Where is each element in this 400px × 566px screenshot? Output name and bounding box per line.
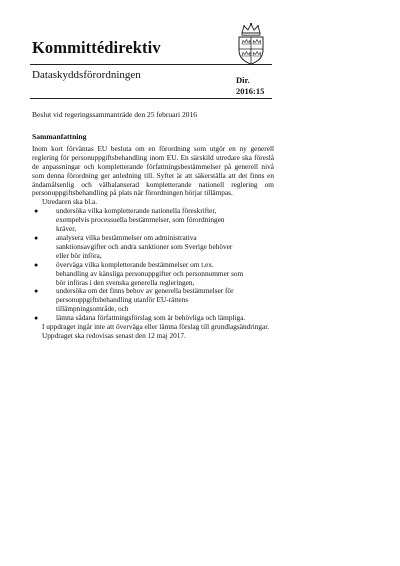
directive-number	[236, 75, 265, 97]
list-item	[34, 234, 274, 261]
bullet-icon: ●	[34, 314, 39, 323]
bullet-icon: ●	[34, 260, 39, 269]
list-item-text: lämna sådana författningsförslag som är behövliga och lämpliga.	[56, 313, 246, 323]
list-item-text: undersöka om det finns behov av generella bestämmelser för personuppgiftsbehandling utanför EU-rättens tillämpningsområde, och	[56, 286, 234, 314]
directive-code: 2016:15	[236, 86, 265, 96]
list-item-text: analysera vilka bestämmelser om administrativa sanktionsavgifter och andra sanktioner som Sverige behöver eller bör införa,	[56, 232, 233, 260]
bullet-icon: ●	[34, 233, 39, 242]
closing-paragraph-2: Uppdraget ska redovisas senast den 12 maj 2017.	[42, 330, 186, 340]
document-title: Kommittédirektiv	[32, 38, 161, 57]
list-item-text: överväga vilka kompletterande bestämmelser om t.ex. behandling av känsliga personuppgifter och personnummer som bör införas i den svenska generella regleringen,	[56, 259, 244, 287]
government-crest-icon	[232, 22, 270, 66]
summary-section	[32, 133, 274, 341]
summary-heading: Sammanfattning	[32, 132, 87, 141]
header-rule	[30, 64, 272, 65]
list-item	[34, 314, 274, 323]
directive-label: Dir.	[236, 75, 250, 85]
bullet-icon: ●	[34, 287, 39, 296]
closing-paragraph-1: I uppdraget ingår inte att överväga eller lämna förslag till grundlagsändringar.	[42, 322, 270, 332]
decision-line: Beslut vid regeringssammanträde den 25 februari 2016	[32, 110, 197, 119]
subheader-rule	[30, 98, 272, 99]
task-intro: Utredaren ska bl.a.	[42, 197, 98, 207]
list-item	[34, 207, 274, 234]
document-subtitle: Dataskyddsförordningen	[32, 69, 141, 81]
summary-paragraph: Inom kort förväntas EU besluta om en förordning som utgör en ny generell reglering för personuppgiftsbehandling inom EU. En särskild utredare ska föreslå de anpassningar och kompletterande författningsbestämmelser på generell nivå som denna förordning ger anledning till. Syftet är att säkerställa att det finns en ändamålsenlig och välbalanserad kompletterande nationell reglering om personuppgiftsbehandling på plats när förordningen börjar tillämpas.	[32, 143, 274, 198]
list-item	[34, 261, 274, 288]
list-item	[34, 287, 274, 314]
task-list	[34, 207, 274, 323]
list-item-text: undersöka vilka kompletterande nationella föreskrifter, exempelvis processuella bestämmelser, som förordningen kräver,	[56, 206, 225, 234]
bullet-icon: ●	[34, 207, 39, 216]
